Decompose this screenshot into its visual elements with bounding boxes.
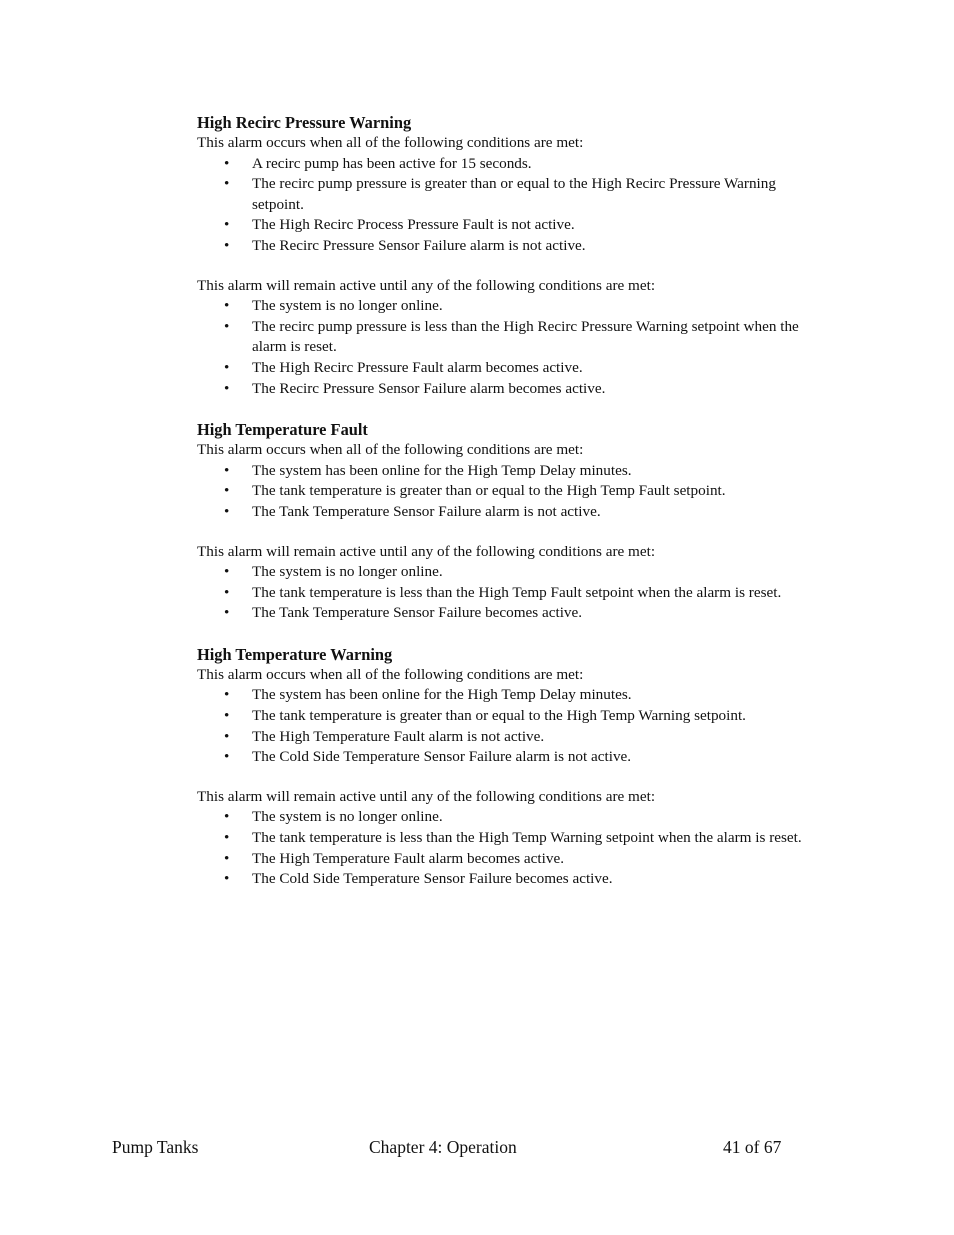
bullet-icon: • [224,154,230,172]
occurs-intro: This alarm occurs when all of the following conditions are met: [197,134,584,151]
list-item: • The Tank Temperature Sensor Failure alarm is not active. [197,502,847,523]
bullet-icon: • [224,461,230,479]
bullet-icon: • [224,379,230,397]
occurs-list [197,685,847,767]
list-item: • The tank temperature is less than the High Temp Fault setpoint when the alarm is reset. [197,583,822,604]
bullet-icon: • [224,686,230,704]
section-heading: High Recirc Pressure Warning [197,113,412,132]
section-high-recirc-pressure-warning [197,112,847,399]
list-item: • The system is no longer online. [197,296,847,317]
list-item: • The Cold Side Temperature Sensor Failure alarm is not active. [197,747,847,768]
footer-chapter: Chapter 4: Operation [369,1137,517,1157]
bullet-icon: • [224,216,230,234]
remain-list [197,296,847,399]
list-item: • The system has been online for the High Temp Delay minutes. [197,461,847,482]
remain-list [197,562,847,624]
remain-intro: This alarm will remain active until any of the following conditions are met: [197,276,656,294]
list-item: • The Recirc Pressure Sensor Failure alarm is not active. [197,236,847,257]
occurs-list [197,461,847,523]
bullet-icon: • [224,829,230,847]
bullet-icon: • [224,502,230,520]
list-item: • The system has been online for the High Temp Delay minutes. [197,685,847,706]
bullet-icon: • [224,849,230,867]
bullet-icon: • [224,297,230,315]
section-heading: High Temperature Warning [197,644,393,664]
section-heading: High Temperature Fault [197,420,368,440]
list-item: • The tank temperature is greater than or equal to the High Temp Warning setpoint. [197,706,847,727]
footer-page-number: 41 of 67 [723,1137,782,1157]
bullet-icon: • [224,707,230,725]
list-item: • The High Temperature Fault alarm is not active. [197,727,847,748]
list-item: • The tank temperature is greater than or equal to the High Temp Fault setpoint. [197,481,847,502]
bullet-icon: • [224,748,230,766]
footer-document-title: Pump Tanks [112,1137,199,1157]
list-item: • The tank temperature is less than the High Temp Warning setpoint when the alarm is reset. [197,828,847,849]
section-high-temperature-warning [197,644,847,890]
occurs-intro: This alarm occurs when all of the following conditions are met: [197,665,584,683]
occurs-list [197,154,847,257]
bullet-icon: • [224,317,230,335]
remain-list [197,807,847,889]
remain-intro: This alarm will remain active until any of the following conditions are met: [197,787,656,805]
bullet-icon: • [224,175,230,193]
remain-intro: This alarm will remain active until any of the following conditions are met: [197,542,656,560]
list-item: • The Cold Side Temperature Sensor Failure becomes active. [197,869,847,890]
bullet-icon: • [224,236,230,254]
list-item: • The High Recirc Process Pressure Fault is not active. [197,215,847,236]
bullet-icon: • [224,563,230,581]
bullet-icon: • [224,604,230,622]
bullet-icon: • [224,727,230,745]
list-item: • A recirc pump has been active for 15 seconds. [197,154,847,175]
list-item: • The High Temperature Fault alarm becomes active. [197,849,847,870]
list-item: • The High Recirc Pressure Fault alarm becomes active. [197,358,847,379]
document-body [197,112,847,890]
section-high-temperature-fault [197,419,847,624]
occurs-intro: This alarm occurs when all of the following conditions are met: [197,441,584,459]
list-item: • The recirc pump pressure is less than the High Recirc Pressure Warning setpoint when the alarm is reset. [224,317,799,356]
bullet-icon: • [224,482,230,500]
bullet-icon: • [224,870,230,888]
list-item: • The system is no longer online. [197,562,847,583]
bullet-icon: • [224,358,230,376]
list-item: • The recirc pump pressure is greater than or equal to the High Recirc Pressure Warning setpoint. [224,175,776,213]
list-item: • The Recirc Pressure Sensor Failure alarm becomes active. [197,379,847,400]
list-item: • The system is no longer online. [197,807,847,828]
list-item: • The Tank Temperature Sensor Failure becomes active. [197,603,847,624]
bullet-icon: • [224,808,230,826]
bullet-icon: • [224,583,230,601]
